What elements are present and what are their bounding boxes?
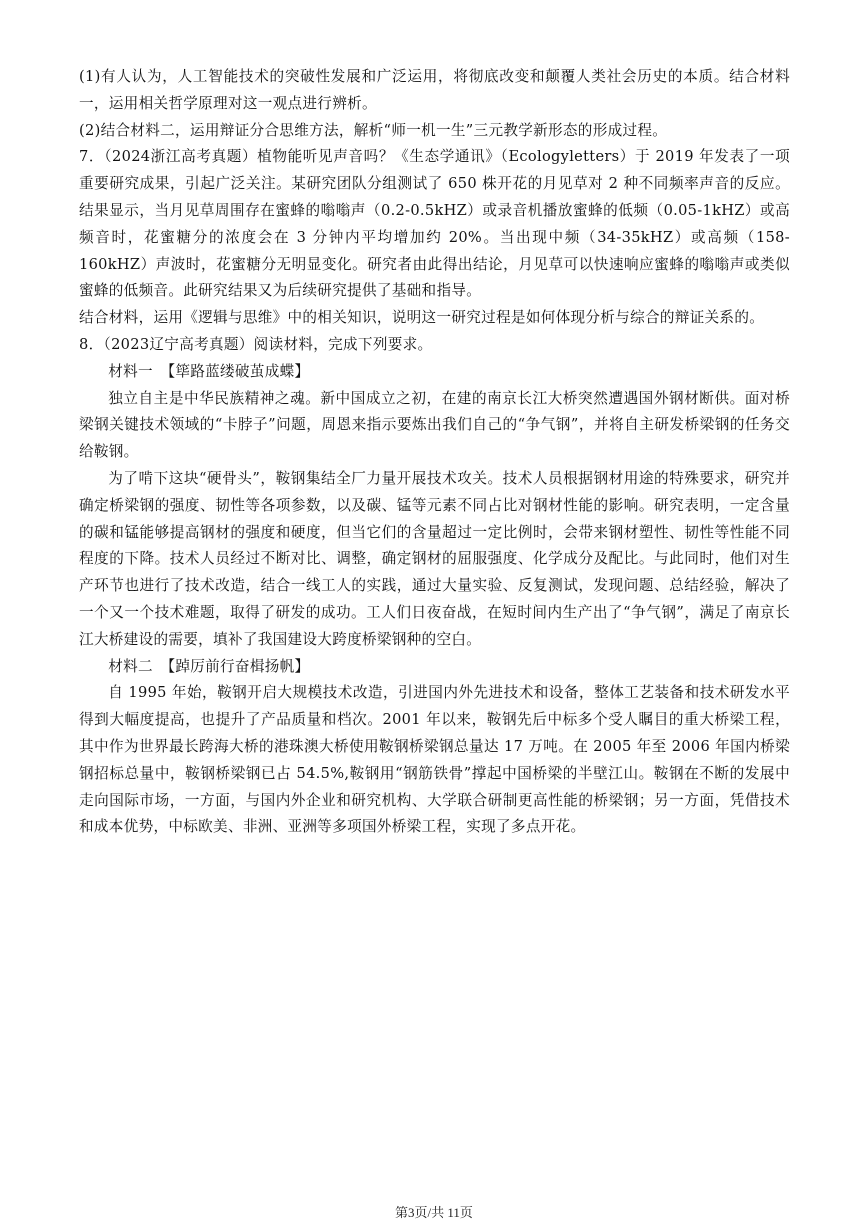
material-1-paragraph-2: 为了啃下这块“硬骨头”，鞍钢集结全厂力量开展技术攻关。技术人员根据钢材用途的特殊要求，研究并确定桥梁钢的强度、韧性等各项参数，以及碳、锰等元素不同占比对钢材性能的影响。研究表明，一定含量的碳和锰能够提高钢材的强度和硬度，但当它们的含量超过一定比例时，会带来钢材塑性、韧性等性能不同程度的下降。技术人员经过不断对比、调整，确定钢材的屈服强度、化学成分及配比。与此同时，他们对生产环节也进行了技术改造，结合一线工人的实践，通过大量实验、反复测试，发现问题、总结经验，解决了一个又一个技术难题，取得了研发的成功。工人们日夜奋战，在短时间内生产出了“争气钢”，满足了南京长江大桥建设的需要，填补了我国建设大跨度桥梁钢种的空白。 (79, 469, 790, 648)
question-part-2: (2)结合材料二，运用辩证分合思维方法，解析“师一机一生”三元教学新形态的形成过程。 (79, 121, 668, 139)
material-2-paragraph-1: 自 1995 年始，鞍钢开启大规模技术改造，引进国内外先进技术和设备，整体工艺装备和技术研发水平得到大幅度提高，也提升了产品质量和档次。2001 年以来，鞍钢先后中标多个受人瞩目的重大桥梁工程，其中作为世界最长跨海大桥的港珠澳大桥使用鞍钢桥梁钢总量达 17 万吨。在 2005 年至 2006 年国内桥梁钢招标总量中，鞍钢桥梁钢已占 54.5%,鞍钢用“钢筋铁骨”撑起中国桥梁的半壁江山。鞍钢在不断的发展中走向国际市场，一方面，与国内外企业和研究机构、大学联合研制更高性能的桥梁钢；另一方面，凭借技术和成本优势，中标欧美、非洲、亚洲等多项国外桥梁工程，实现了多点开花。 (79, 684, 790, 836)
material-1-paragraph-1: 独立自主是中华民族精神之魂。新中国成立之初，在建的南京长江大桥突然遭遇国外钢材断供。面对桥梁钢关键技术领域的“卡脖子”问题，周恩来指示要炼出我们自己的“争气钢”，并将自主研发桥梁钢的任务交给鞍钢。 (79, 389, 790, 461)
material-2-title: 材料二 【踔厉前行奋楫扬帆】 (108, 657, 310, 675)
document-body (79, 64, 790, 841)
question-7-body: 7．（2024浙江高考真题）植物能听见声音吗？《生态学通讯》（Ecologyletters）于 2019 年发表了一项重要研究成果，引起广泛关注。某研究团队分组测试了 650 株开花的月见草对 2 种不同频率声音的反应。结果显示，当月见草周围存在蜜蜂的嗡嗡声（0.2-0.5kHZ）或录音机播放蜜蜂的低频（0.05-1kHZ）或高频音时，花蜜糖分的浓度会在 3 分钟内平均增加约 20%。当出现中频（34-35kHZ）或高频（158-160kHZ）声波时，花蜜糖分无明显变化。研究者由此得出结论，月见草可以快速响应蜜蜂的嗡嗡声或类似蜜蜂的低频音。此研究结果又为后续研究提供了基础和指导。 (79, 148, 790, 300)
question-part-1: (1)有人认为，人工智能技术的突破性发展和广泛运用，将彻底改变和颠覆人类社会历史的本质。结合材料一，运用相关哲学原理对这一观点进行辨析。 (79, 68, 790, 112)
page-number-footer: 第3页/共 11页 (395, 1205, 473, 1220)
material-1-title: 材料一 【筚路蓝缕破茧成蝶】 (108, 362, 310, 380)
question-7-task: 结合材料，运用《逻辑与思维》中的相关知识，说明这一研究过程是如何体现分析与综合的辩证关系的。 (79, 309, 765, 327)
question-8-intro: 8．（2023辽宁高考真题）阅读材料，完成下列要求。 (79, 335, 433, 353)
